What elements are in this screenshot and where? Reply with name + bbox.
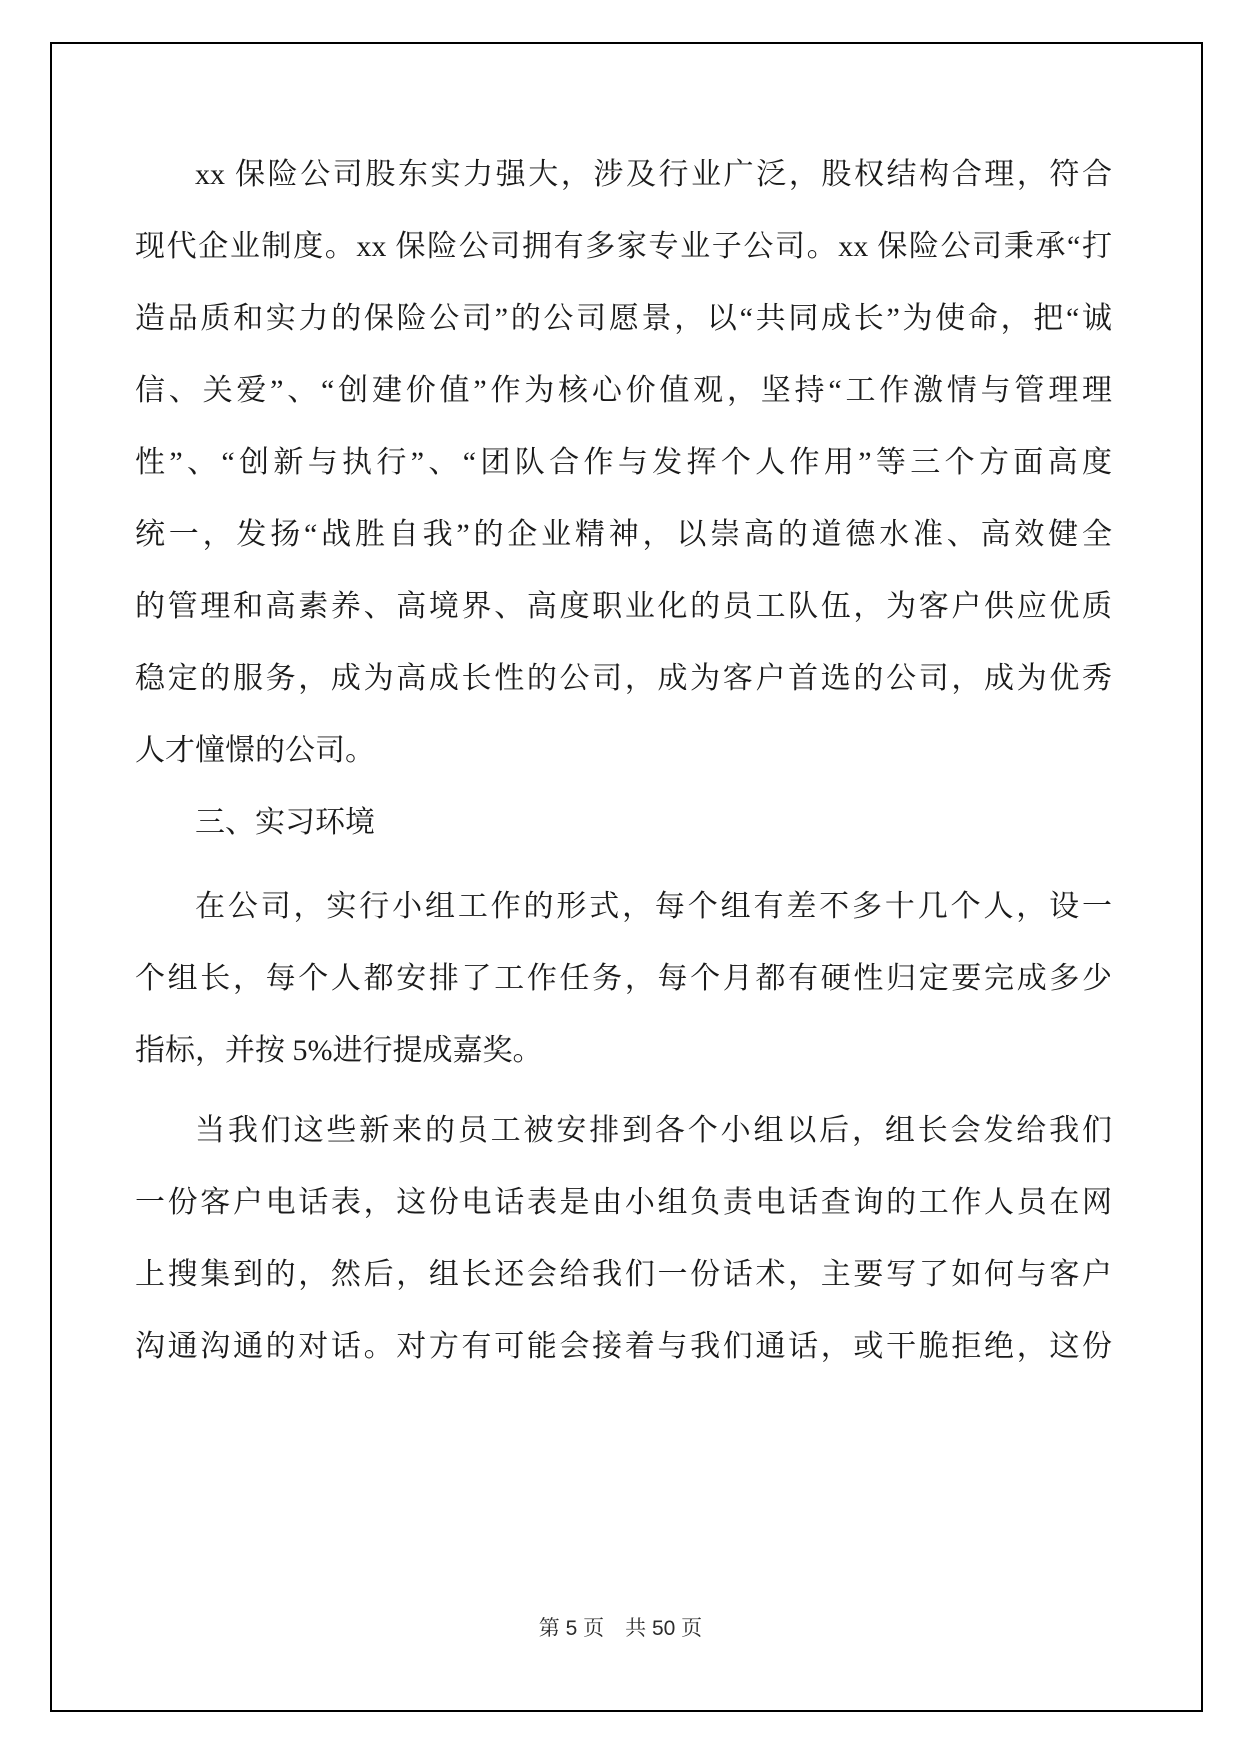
section-heading: 三、实习环境 bbox=[195, 806, 375, 839]
body-line: 个组长，每个人都安排了工作任务，每个月都有硬性归定要完成多少 bbox=[135, 962, 1112, 995]
body-line: 上搜集到的，然后，组长还会给我们一份话术，主要写了如何与客户 bbox=[135, 1258, 1112, 1291]
body-line: 性”、“创新与执行”、“团队合作与发挥个人作用”等三个方面高度 bbox=[135, 446, 1112, 479]
page-footer: 第 5 页 共 50 页 bbox=[538, 1617, 703, 1640]
body-line: 在公司，实行小组工作的形式，每个组有差不多十几个人，设一 bbox=[195, 890, 1112, 923]
body-line: 现代企业制度。xx 保险公司拥有多家专业子公司。xx 保险公司秉承“打 bbox=[135, 230, 1112, 263]
body-line: 沟通沟通的对话。对方有可能会接着与我们通话，或干脆拒绝，这份 bbox=[135, 1330, 1112, 1363]
body-line: 统一，发扬“战胜自我”的企业精神，以崇高的道德水准、高效健全 bbox=[135, 518, 1112, 551]
body-line: 信、关爱”、“创建价值”作为核心价值观，坚持“工作激情与管理理 bbox=[135, 374, 1112, 407]
body-line: 的管理和高素养、高境界、高度职业化的员工队伍，为客户供应优质 bbox=[135, 590, 1112, 623]
body-line: 指标，并按 5%进行提成嘉奖。 bbox=[135, 1034, 543, 1067]
body-line: 人才憧憬的公司。 bbox=[135, 734, 375, 767]
body-line: xx 保险公司股东实力强大，涉及行业广泛，股权结构合理，符合 bbox=[195, 158, 1112, 191]
document-body bbox=[135, 139, 1112, 1383]
body-line: 稳定的服务，成为高成长性的公司，成为客户首选的公司，成为优秀 bbox=[135, 662, 1112, 695]
body-line: 造品质和实力的保险公司”的公司愿景，以“共同成长”为使命，把“诚 bbox=[135, 302, 1112, 335]
body-line: 一份客户电话表，这份电话表是由小组负责电话查询的工作人员在网 bbox=[135, 1186, 1112, 1219]
body-line: 当我们这些新来的员工被安排到各个小组以后，组长会发给我们 bbox=[195, 1114, 1112, 1147]
